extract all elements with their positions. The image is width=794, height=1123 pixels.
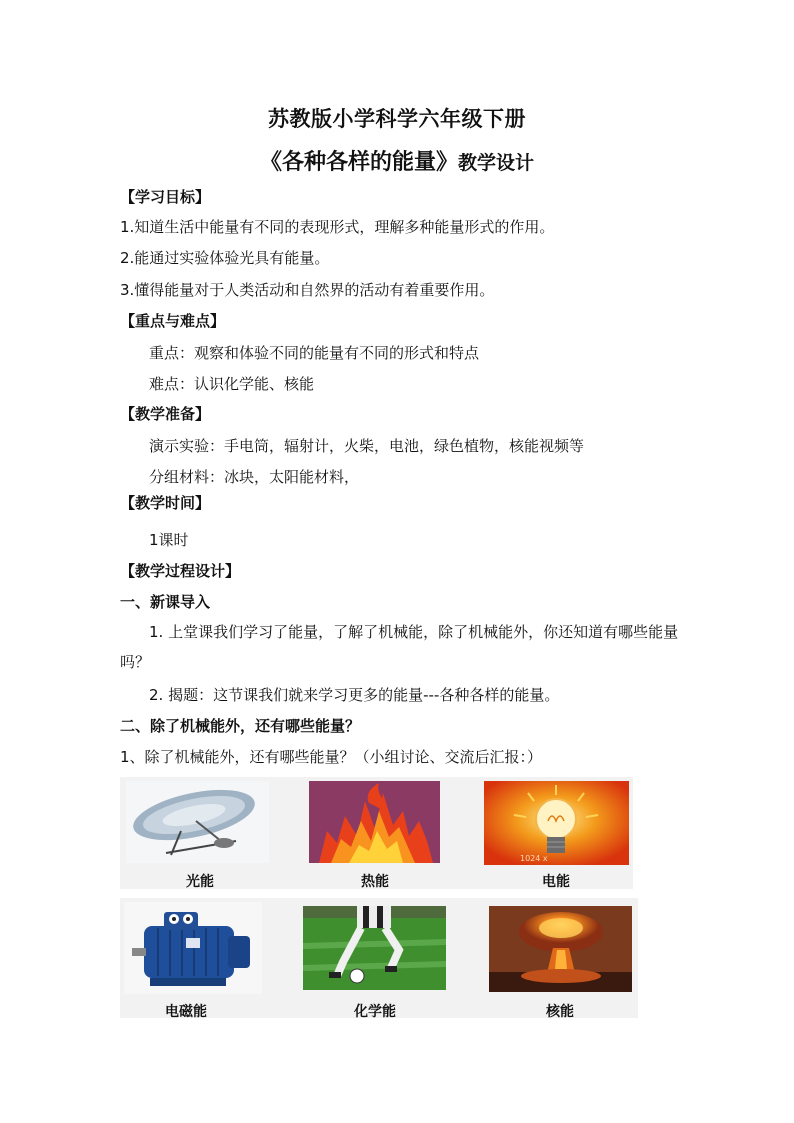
energy-figure-row-1	[120, 777, 633, 889]
lightbulb-image	[484, 781, 629, 865]
image-watermark: 1024 x	[520, 854, 548, 863]
caption-heat-energy: 热能	[361, 874, 389, 890]
difficult-point: 难点：认识化学能、核能	[149, 375, 315, 393]
electric-motor-image	[124, 902, 262, 994]
objective-item: 2.能通过实验体验光具有能量。	[120, 249, 330, 267]
part1-heading: 一、新课导入	[120, 593, 211, 611]
lesson-suffix: 教学设计	[458, 152, 535, 174]
prep-group: 分组材料：冰块，太阳能材料，	[149, 468, 360, 486]
objective-item: 3.懂得能量对于人类活动和自然界的活动有着重要作用。	[120, 281, 495, 299]
caption-light-energy: 光能	[186, 874, 214, 890]
part1-item: 1. 上堂课我们学习了能量，了解了机械能，除了机械能外，你还知道有哪些能量吗？	[120, 623, 679, 671]
time-value: 1课时	[149, 531, 189, 549]
objective-item: 1.知道生活中能量有不同的表现形式，理解多种能量形式的作用。	[120, 218, 555, 236]
document-title: 苏教版小学科学六年级下册	[268, 106, 526, 131]
caption-chemical-energy: 化学能	[354, 1004, 396, 1020]
document-subtitle	[0, 145, 794, 176]
lesson-name: 《各种各样的能量》	[259, 149, 458, 175]
caption-electromagnetic-energy: 电磁能	[165, 1004, 207, 1020]
fire-image	[309, 781, 440, 863]
process-heading: 【教学过程设计】	[120, 562, 241, 580]
prep-demo: 演示实验：手电筒，辐射计，火柴，电池，绿色植物，核能视频等	[149, 437, 585, 455]
caption-electric-energy: 电能	[542, 874, 570, 890]
key-point: 重点：观察和体验不同的能量有不同的形式和特点	[149, 344, 480, 362]
part2-item: 1、除了机械能外，还有哪些能量？（小组讨论、交流后汇报：）	[120, 748, 543, 766]
part1-item: 2. 揭题：这节课我们就来学习更多的能量---各种各样的能量。	[149, 686, 560, 704]
prep-heading: 【教学准备】	[120, 405, 211, 423]
soccer-player-image	[303, 906, 446, 990]
caption-nuclear-energy: 核能	[546, 1004, 574, 1020]
solar-cooker-image	[126, 781, 269, 863]
energy-figure-row-2	[120, 898, 638, 1018]
key-heading: 【重点与难点】	[120, 312, 226, 330]
objectives-heading: 【学习目标】	[120, 188, 211, 206]
nuclear-explosion-image	[489, 906, 632, 992]
part2-heading: 二、除了机械能外，还有哪些能量？	[120, 717, 361, 735]
time-heading: 【教学时间】	[120, 494, 211, 512]
